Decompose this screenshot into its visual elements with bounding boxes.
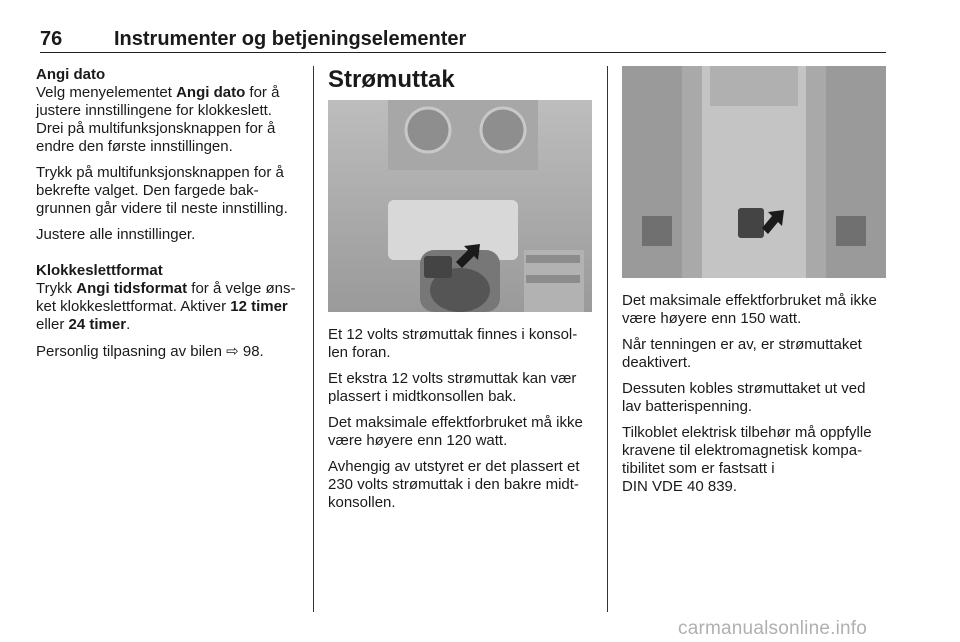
- paragraph-low-voltage: Dessuten kobles strømuttaket ut ved lav batterispenning.: [622, 380, 866, 415]
- page-reference-link[interactable]: 98.: [238, 343, 264, 360]
- text: Personlig tilpasning av bilen: [36, 343, 227, 360]
- page-reference-arrow-icon: ⇨: [226, 342, 239, 360]
- rear-console-socket-photo: [622, 66, 886, 278]
- paragraph-emc: Tilkoblet elektrisk tilbehør må oppfylle kravene til elektromagnetisk kompa-tibilitet som er fastsatt i: [622, 424, 872, 477]
- column-divider: [607, 66, 608, 612]
- text: for å velge øns-ket klokkeslettformat. Aktiver: [36, 280, 296, 315]
- menu-term-24-timer: 24 timer: [68, 316, 127, 333]
- paragraph-max-120: Det maksimale effektforbruket må ikke være høyere enn 120 watt.: [328, 414, 583, 449]
- paragraph-ignition-off: Når tenningen er av, er strømuttaket deaktivert.: [622, 336, 862, 371]
- heading-angi-dato: Angi dato: [36, 66, 106, 83]
- paragraph-angi-dato: [36, 84, 302, 156]
- paragraph-time-format: [36, 280, 302, 334]
- paragraph-max-150: Det maksimale effektforbruket må ikke være høyere enn 150 watt.: [622, 292, 877, 327]
- paragraph-adjust: Justere alle innstillinger.: [36, 226, 196, 243]
- column-middle: [328, 66, 592, 520]
- paragraph-230v: Avhengig av utstyret er det plassert et 230 volts strømuttak i den bakre midt-konsollen.: [328, 458, 580, 511]
- page-number: 76: [40, 28, 63, 50]
- menu-term-angi-tidsformat: Angi tidsformat: [76, 280, 188, 297]
- text: .: [126, 316, 131, 333]
- text: Trykk: [36, 280, 77, 297]
- column-left: [36, 66, 302, 369]
- page-header: [40, 26, 886, 53]
- text: for å justere innstillingene for klokkeslett. Drei på multifunksjonsknappen for å endre den første innstillingen.: [36, 84, 280, 155]
- watermark: carmanualsonline.info: [678, 618, 868, 639]
- column-right: [622, 66, 888, 504]
- paragraph-confirm: Trykk på multifunksjonsknappen for å bekrefte valget. Den fargede bak-grunnen går videre til neste innstilling.: [36, 164, 288, 217]
- heading-klokkeslettformat: Klokkeslettformat: [36, 262, 163, 279]
- section-title: Strømuttak: [328, 66, 455, 93]
- paragraph-rear-socket: Et ekstra 12 volts strømuttak kan vær plassert i midtkonsollen bak.: [328, 370, 577, 405]
- front-console-socket-photo: [328, 100, 592, 312]
- chapter-title: Instrumenter og betjeningselementer: [114, 28, 467, 50]
- column-divider: [313, 66, 314, 612]
- paragraph-front-socket: Et 12 volts strømuttak finnes i konsol-len foran.: [328, 326, 578, 361]
- text: eller: [36, 316, 69, 333]
- menu-term-12-timer: 12 timer: [230, 298, 288, 315]
- paragraph-standard: DIN VDE 40 839.: [622, 478, 738, 495]
- menu-term-angi-dato: Angi dato: [176, 84, 246, 101]
- paragraph-personal: [36, 342, 302, 361]
- text: Velg menyelementet: [36, 84, 177, 101]
